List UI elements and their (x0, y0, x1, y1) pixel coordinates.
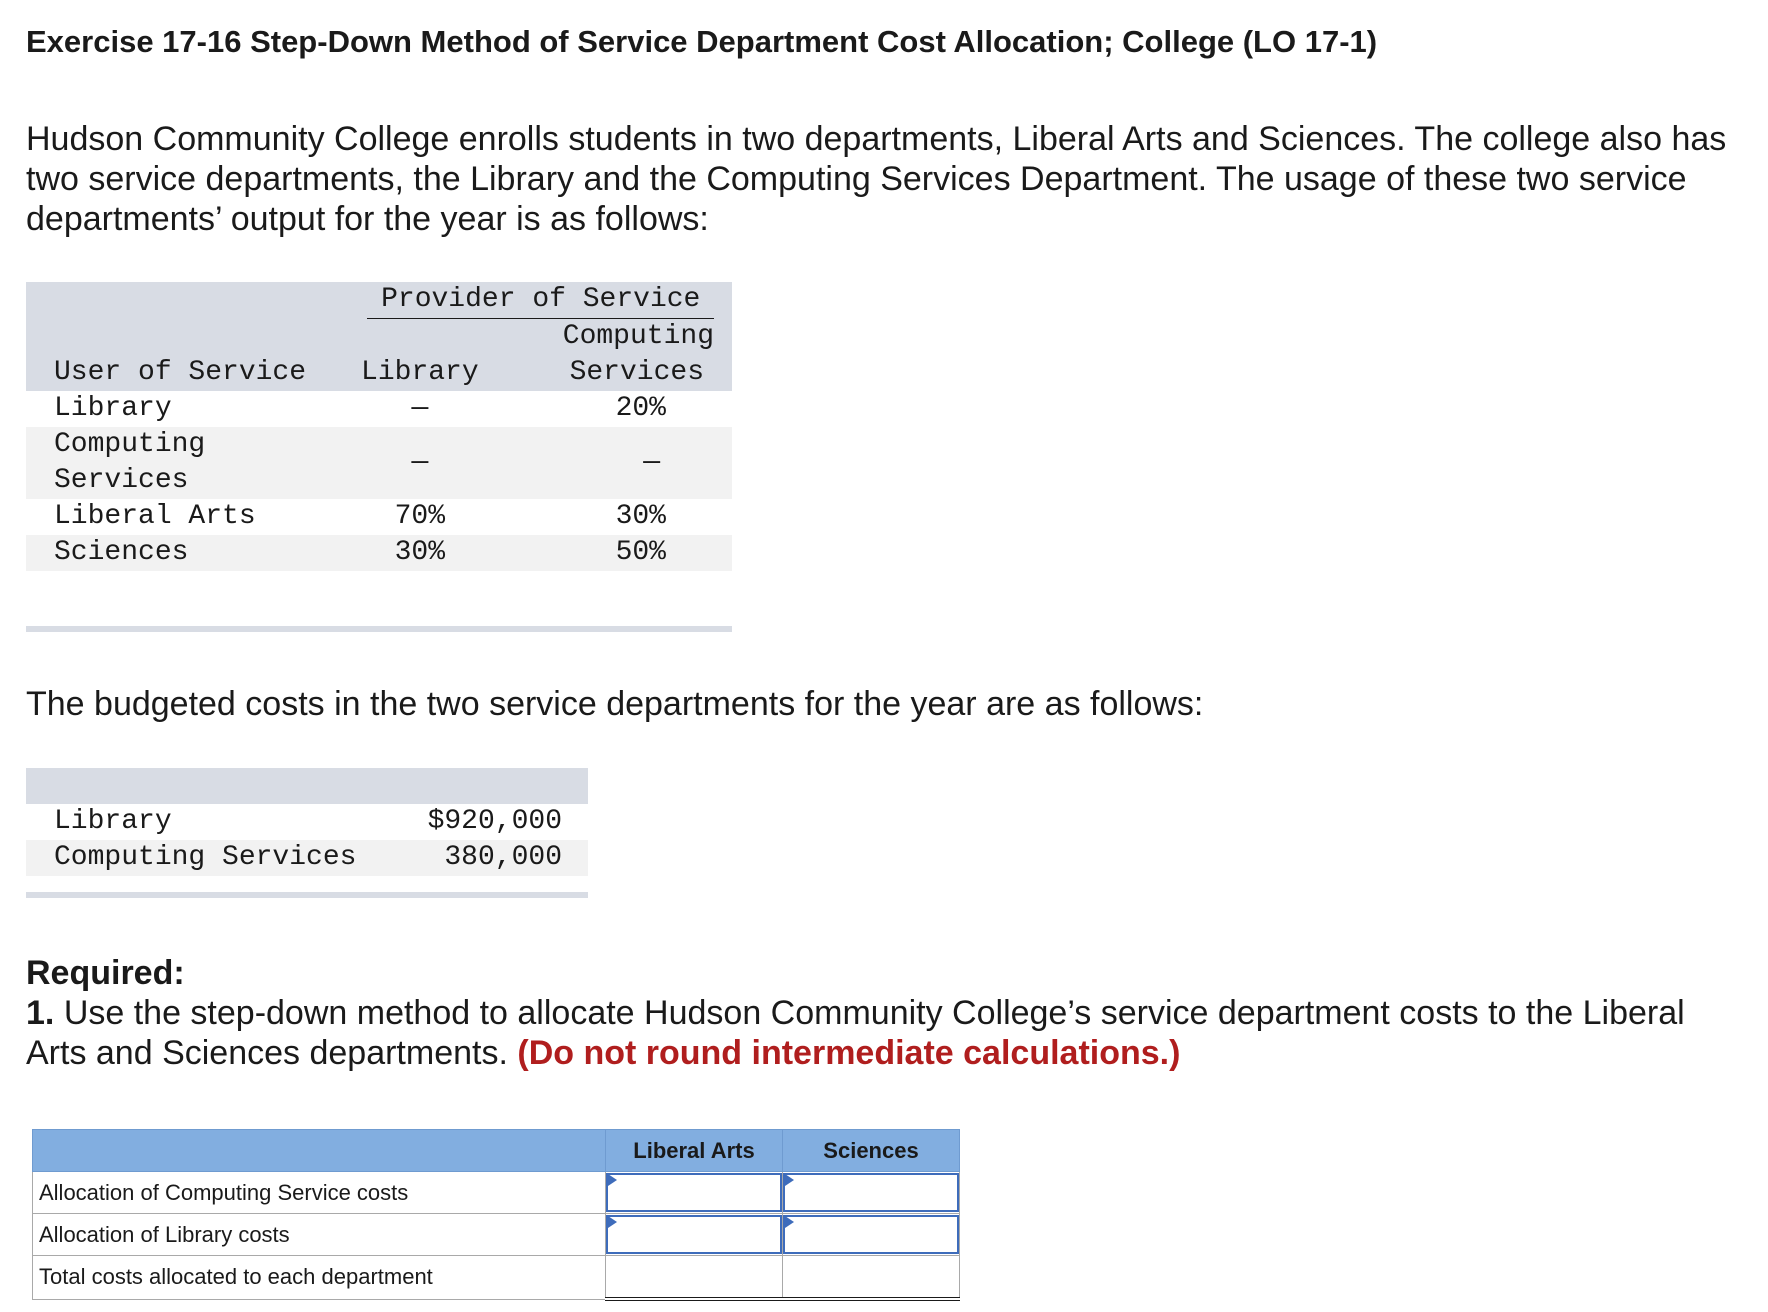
table-row (33, 1256, 960, 1300)
row-library-value: — (317, 427, 492, 499)
row-user: Computing Services (26, 427, 317, 499)
row-user: Liberal Arts (54, 501, 256, 532)
liberal-arts-header: Liberal Arts (606, 1130, 783, 1172)
required-instruction (26, 993, 1746, 1073)
row-library-value: 30% (317, 535, 492, 571)
row-library-value: 70% (394, 501, 446, 532)
user-of-service-header: User of Service (26, 355, 317, 391)
budgeted-costs-table (26, 768, 588, 876)
table-bottom-rule (26, 626, 732, 632)
input-marker-icon (608, 1216, 617, 1228)
cost-value: $920,000 (427, 806, 562, 837)
library-header: Library (317, 355, 492, 391)
computing-allocation-sciences-input[interactable] (783, 1173, 959, 1212)
row-user: Sciences (26, 535, 317, 571)
total-liberal-field (606, 1257, 782, 1296)
computing-allocation-liberal-input[interactable] (606, 1173, 782, 1212)
computing-header-top: Computing (492, 319, 732, 355)
table-row (26, 804, 588, 840)
cost-label: Library (54, 806, 172, 837)
table-row (33, 1172, 960, 1214)
allocation-answer-table (32, 1129, 960, 1301)
required-number: 1. (26, 994, 55, 1032)
table-row (26, 499, 732, 535)
computing-header-bottom: Services (492, 355, 732, 391)
intro-paragraph: Hudson Community College enrolls students in two departments, Liberal Arts and Sciences. The college also has two service departments, the Library and the Computing Services Department. The usage of these two service departments’ output for the year is as follows: (26, 120, 1727, 238)
library-allocation-liberal-input[interactable] (606, 1215, 782, 1254)
rounding-note: (Do not round intermediate calculations.) (517, 1034, 1181, 1072)
sciences-header: Sciences (783, 1130, 960, 1172)
table-row (26, 427, 732, 499)
row-library-value: — (411, 393, 429, 424)
row-computing-value: 20% (615, 393, 666, 424)
input-marker-icon (785, 1174, 794, 1186)
cost-value: 380,000 (404, 840, 588, 876)
library-allocation-sciences-input[interactable] (783, 1215, 959, 1254)
row-computing-value: 50% (492, 535, 732, 571)
input-marker-icon (785, 1216, 794, 1228)
budget-intro: The budgeted costs in the two service departments for the year are as follows: (26, 685, 1204, 723)
table-bottom-rule (26, 892, 588, 898)
required-heading: Required: (26, 954, 185, 992)
table-row (26, 840, 588, 876)
table-row (33, 1214, 960, 1256)
provider-of-service-header: Provider of Service (367, 282, 714, 319)
cost-label: Computing Services (26, 840, 404, 876)
row-label: Total costs allocated to each department (33, 1256, 606, 1300)
required-text: Use the step-down method to allocate Hudson Community College’s service department costs to the Liberal Arts and Sciences departments. (26, 994, 1685, 1072)
row-computing-value: 30% (615, 501, 666, 532)
table-row (26, 535, 732, 571)
row-label: Allocation of Library costs (33, 1214, 606, 1256)
row-computing-value: — (492, 427, 732, 499)
row-user: Library (54, 393, 172, 424)
exercise-title: Exercise 17-16 Step-Down Method of Service Department Cost Allocation; College (LO 17-1) (26, 24, 1378, 59)
service-usage-table (26, 282, 732, 571)
total-sciences-field (783, 1257, 959, 1296)
row-label: Allocation of Computing Service costs (33, 1172, 606, 1214)
table-row (26, 391, 732, 427)
input-marker-icon (608, 1174, 617, 1186)
